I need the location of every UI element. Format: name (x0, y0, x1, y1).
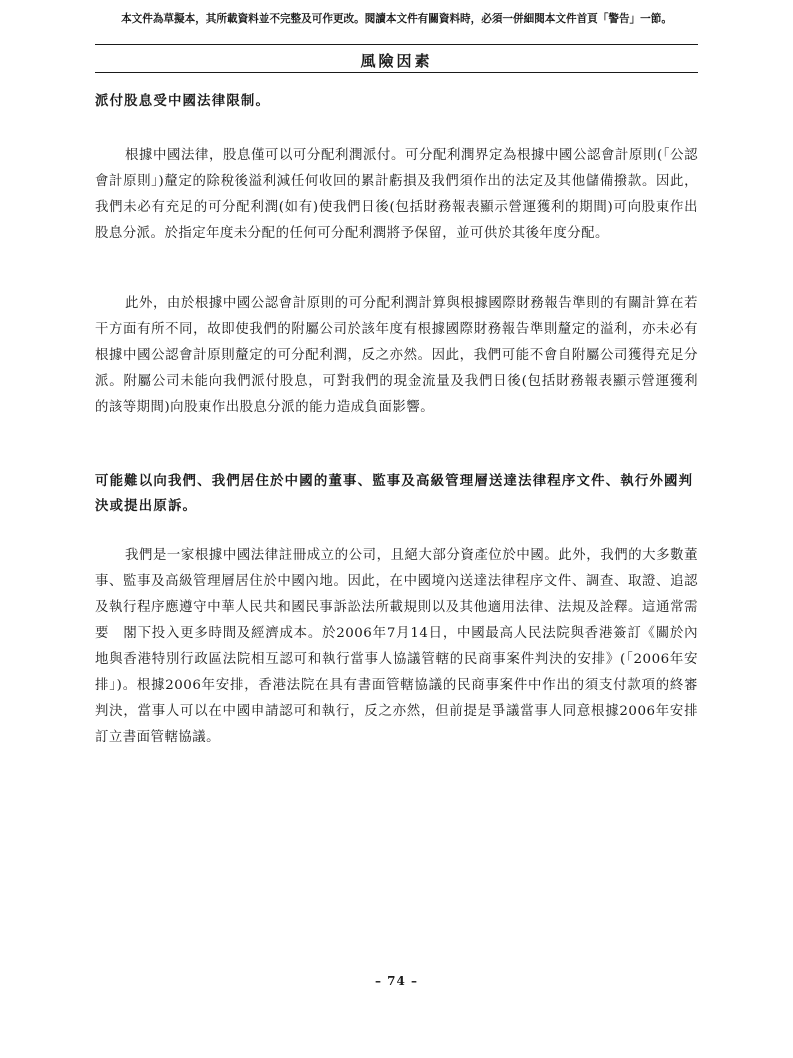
header-rule-bottom (95, 72, 698, 73)
page-number: – 74 – (374, 974, 419, 988)
risk-heading-service-of-process: 可能難以向我們、我們居住於中國的董事、監事及高級管理層送達法律程序文件、執行外國判決或提出原訴。 (95, 473, 694, 514)
risk-heading-dividend: 派付股息受中國法律限制。 (95, 93, 271, 109)
header-rule-top (95, 44, 698, 45)
paragraph-service-of-process: 我們是一家根據中國法律註冊成立的公司，且絕大部分資產位於中國。此外，我們的大多數董事、監事及高級管理層居住於中國內地。因此，在中國境內送達法律程序文件、調查、取證、追認及執行程序應遵守中華人民共和國民事訴訟法所載規則以及其他適用法律、法規及詮釋。這通常需要 閣下投入更多時間及經濟成本。於2006年7月14日，中國最高人民法院與香港簽訂《關於內地與香港特別行政區法院相互認可和執行當事人協議管轄的民商事案件判決的安排》(「2006年安排」)。根據2006年安排，香港法院在具有書面管轄協議的民商事案件中作出的須支付款項的終審判決，當事人可以在中國申請認可和執行，反之亦然，但前提是爭議當事人同意根據2006年安排訂立書面管轄協議。 (95, 548, 698, 745)
draft-disclaimer: 本文件為草擬本，其所載資料並不完整及可作更改。閱讀本文件有關資料時，必須一併細閱本文件首頁「警告」一節。 (121, 13, 672, 25)
section-title: 風險因素 (360, 52, 433, 70)
paragraph-dividend-1: 根據中國法律，股息僅可以可分配利潤派付。可分配利潤界定為根據中國公認會計原則(「公認會計原則」)釐定的除稅後溢利減任何收回的累計虧損及我們須作出的法定及其他儲備撥款。因此，我們未必有充足的可分配利潤(如有)使我們日後(包括財務報表顯示營運獲利的期間)可向股東作出股息分派。於指定年度未分配的任何可分配利潤將予保留，並可供於其後年度分配。 (95, 148, 698, 241)
paragraph-dividend-2: 此外，由於根據中國公認會計原則的可分配利潤計算與根據國際財務報告準則的有關計算在若干方面有所不同，故即使我們的附屬公司於該年度有根據國際財務報告準則釐定的溢利，亦未必有根據中國公認會計原則釐定的可分配利潤，反之亦然。因此，我們可能不會自附屬公司獲得充足分派。附屬公司未能向我們派付股息，可對我們的現金流量及我們日後(包括財務報表顯示營運獲利的該等期間)向股東作出股息分派的能力造成負面影響。 (95, 296, 698, 415)
